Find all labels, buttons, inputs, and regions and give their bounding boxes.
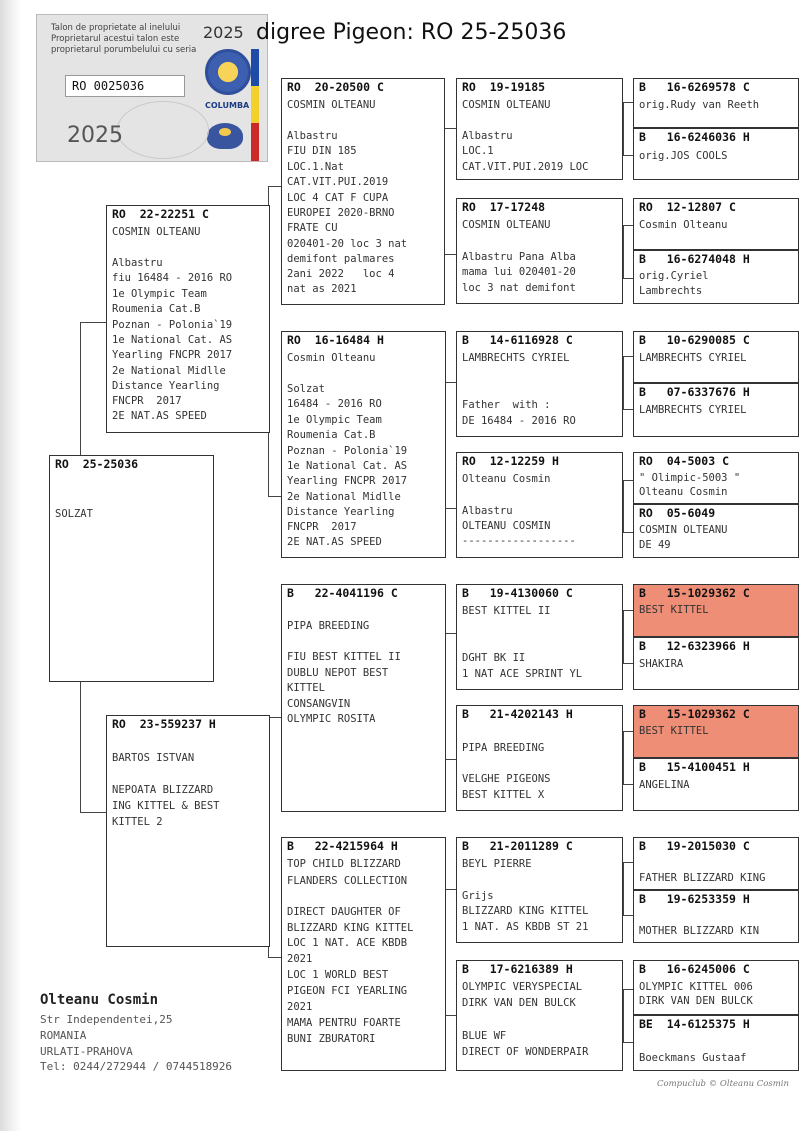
connector [623,155,633,156]
gen5-ring: RO 05-6049 [639,506,716,520]
gen5-ring: B 15-1029362 C [639,707,750,721]
ggp-line: 1 NAT. AS KBDB ST 21 [462,921,589,933]
ggp-line: VELGHE PIGEONS [462,773,551,785]
gp-line: Poznan - Polonia`19 [287,445,408,457]
ggp-ring: B 19-4130060 C [462,586,573,600]
connector [623,1042,633,1043]
gen5-card [633,452,799,504]
connector [80,322,81,457]
ggp-ring: B 14-6116928 C [462,333,573,347]
gp-line: FLANDERS COLLECTION [287,875,408,887]
gen5-line: LAMBRECHTS CYRIEL [639,404,747,416]
scan-page-edge [0,0,22,1131]
gen5-line: orig.Rudy van Reeth [639,99,760,111]
gen5-line: DE 49 [639,539,671,551]
gp-line: FIU BEST KITTEL II [287,651,401,663]
ggp-line: OLTEANU COSMIN [462,520,551,532]
gp-line: CAT.VIT.PUI.2019 [287,176,389,188]
sire-line: Distance Yearling [112,380,220,392]
gp-line: 2E NAT.AS SPEED [287,536,382,548]
gp-line: CONSANGVIN [287,698,351,710]
gen5-line: ANGELINA [639,779,690,791]
ggp-line: COSMIN OLTEANU [462,219,551,231]
great-grandparent-card-ddd [456,960,623,1071]
gen5-line: OLYMPIC KITTEL 006 [639,981,753,993]
gen5-card-highlighted [633,584,799,637]
sire-line: FNCPR 2017 [112,395,182,407]
columba-logo-icon [205,49,251,95]
connector [444,254,456,255]
gp-line: Solzat [287,383,325,395]
gp-line: LOC.1.Nat [287,161,344,173]
connector [623,610,633,611]
ggp-line: BLIZZARD KING KITTEL [462,905,589,917]
gen5-ring: B 16-6246036 H [639,130,750,144]
gp-line: OLYMPIC ROSITA [287,713,376,725]
ggp-ring: RO 12-12259 H [462,454,559,468]
gp-line: 1e National Cat. AS [287,460,408,472]
connector [623,610,624,663]
dam-card [106,715,270,947]
connector [623,532,633,533]
ggp-line: BEYL PIERRE [462,858,532,870]
gp-line: demifont palmares [287,253,395,265]
gp-line: FRATE CU [287,222,338,234]
gp-line: 2ani 2022 loc 4 [287,268,395,280]
page-title: digree Pigeon: RO 25-25036 [256,20,567,45]
gp-line: nat as 2021 [287,283,357,295]
ggp-ring: B 21-4202143 H [462,707,573,721]
gp-line: COSMIN OLTEANU [287,99,376,111]
connector [623,102,633,103]
stamp-serial: RO 0025036 [65,75,185,97]
gp-line: 16484 - 2016 RO [287,398,382,410]
gen5-line: " Olimpic-5003 " [639,472,741,484]
gen5-line: Olteanu Cosmin [639,486,728,498]
connector [623,225,633,226]
great-grandparent-card-dss [456,584,623,690]
sire-line: Yearling FNCPR 2017 [112,349,233,361]
gp-ring: RO 20-20500 C [287,80,384,94]
gen5-line: SHAKIRA [639,658,684,670]
connector [623,278,633,279]
ggp-line: Grijs [462,890,494,902]
sire-line: 1e Olympic Team [112,288,207,300]
gen5-card [633,890,799,943]
gp-ring: B 22-4041196 C [287,586,398,600]
gp-line: Distance Yearling [287,506,395,518]
connector [80,812,106,813]
sire-line: Poznan - Polonia`19 [112,319,233,331]
ggp-line: Olteanu Cosmin [462,473,551,485]
stamp-year-top: 2025 [203,23,244,42]
stamp-header: Talon de proprietate al inelului Proprietarul acestui talon este proprietarul porumbelului cu seria [51,23,197,55]
gp-line: FNCPR 2017 [287,521,357,533]
connector [268,186,281,187]
connector [623,356,624,409]
gp-line: LOC 4 CAT F CUPA [287,192,389,204]
connector [623,663,633,664]
gen5-line: BEST KITTEL [639,725,709,737]
ggp-line: BEST KITTEL X [462,789,545,801]
connector [268,957,281,958]
subject-ring: RO 25-25036 [55,457,139,471]
owner-phone: Tel: 0244/272944 / 0744518926 [40,1060,233,1073]
connector [80,322,106,323]
connector [623,731,633,732]
grandparent-card-ss [281,78,445,305]
gp-line: MAMA PENTRU FOARTE [287,1017,401,1029]
ggp-line: DGHT BK II [462,652,526,664]
gp-line: KITTEL [287,682,325,694]
gen5-line: Lambrechts [639,285,703,297]
owner-name: Olteanu Cosmin [40,992,159,1008]
connector [623,862,624,915]
connector [268,496,281,497]
ggp-line: DIRK VAN DEN BULCK [462,997,576,1009]
sire-line: 2e National Midlle [112,365,226,377]
dam-line: ING KITTEL & BEST [112,800,220,812]
ggp-ring: B 17-6216389 H [462,962,573,976]
great-grandparent-card-sss [456,78,623,180]
connector [623,409,633,410]
ggp-line: PIPA BREEDING [462,742,545,754]
gp-line: FIU DIN 185 [287,145,357,157]
sire-line: 1e National Cat. AS [112,334,233,346]
connector [623,480,633,481]
gen5-card [633,383,799,437]
federation-emblem-icon [207,123,243,149]
ownership-stamp [36,14,268,162]
ggp-line: Albastru [462,130,513,142]
ggp-line: CAT.VIT.PUI.2019 LOC [462,161,589,173]
gp-line: 020401-20 loc 3 nat [287,238,408,250]
sire-line: Roumenia Cat.B [112,303,201,315]
ggp-line: OLYMPIC VERYSPECIAL [462,981,583,993]
gen5-card [633,250,799,304]
gp-line: 2021 [287,1001,313,1013]
ggp-ring: RO 17-17248 [462,200,546,214]
sire-line: fiu 16484 - 2016 RO [112,272,233,284]
dam-ring: RO 23-559237 H [112,717,216,731]
connector [623,784,633,785]
gen5-line: FATHER BLIZZARD KING [639,872,766,884]
ggp-line: loc 3 nat demifont [462,282,576,294]
gp-line: 2021 [287,953,313,965]
gen5-ring: B 12-6323966 H [639,639,750,653]
gen5-card [633,504,799,558]
connector [623,731,624,784]
gen5-line: COSMIN OLTEANU [639,524,728,536]
great-grandparent-card-ssd [456,198,623,304]
gen5-card [633,837,799,890]
gen5-line: BEST KITTEL [639,604,709,616]
sire-line: 2E NAT.AS SPEED [112,410,207,422]
dam-line: NEPOATA BLIZZARD [112,784,214,796]
ggp-line: Father with : [462,399,551,411]
guilloche-pattern [117,101,209,159]
gen5-ring: B 07-6337676 H [639,385,750,399]
gen5-card [633,128,799,180]
gp-line: PIPA BREEDING [287,620,370,632]
gen5-ring: B 16-6274048 H [639,252,750,266]
sire-card [106,205,270,433]
gen5-line: orig.Cyriel [639,270,709,282]
gen5-card-highlighted [633,705,799,758]
gp-line: Cosmin Olteanu [287,352,376,364]
stamp-brand: COLUMBA [205,101,250,110]
ggp-line: DIRECT OF WONDERPAIR [462,1046,589,1058]
connector [623,989,624,1042]
ggp-line: mama lui 020401-20 [462,266,576,278]
gp-line: LOC 1 NAT. ACE KBDB [287,937,408,949]
gp-line: DUBLU NEPOT BEST [287,667,389,679]
gen5-line: DIRK VAN DEN BULCK [639,995,753,1007]
gen5-card [633,1015,799,1071]
ggp-line: LOC.1 [462,145,494,157]
dam-line: KITTEL 2 [112,816,163,828]
connector [623,102,624,155]
gen5-line: orig.JOS COOLS [639,150,728,162]
gp-ring: B 22-4215964 H [287,839,398,853]
ggp-line: LAMBRECHTS CYRIEL [462,352,570,364]
grandparent-card-dd [281,837,446,1071]
ggp-line: DE 16484 - 2016 RO [462,415,576,427]
gp-line: Roumenia Cat.B [287,429,376,441]
owner-country: ROMANIA [40,1029,87,1042]
connector [623,480,624,532]
gen5-ring: B 15-4100451 H [639,760,750,774]
gen5-line: Boeckmans Gustaaf [639,1052,747,1064]
ggp-line: Albastru [462,505,513,517]
gp-line: BUNI ZBURATORI [287,1033,376,1045]
gen5-card [633,758,799,811]
connector [623,989,633,990]
gen5-ring: B 15-1029362 C [639,586,750,600]
footer-credit: Compuclub © Olteanu Cosmin [657,1079,789,1089]
gen5-ring: B 16-6245006 C [639,962,750,976]
romanian-flag-icon [251,49,259,161]
grandparent-card-ds [281,584,446,812]
ggp-line: ------------------ [462,535,576,547]
gen5-card [633,331,799,383]
connector [623,356,633,357]
grandparent-card-sd [281,331,446,558]
gp-line: EUROPEI 2020-BRNO [287,207,395,219]
ggp-line: BLUE WF [462,1030,507,1042]
ggp-line: 1 NAT ACE SPRINT YL [462,668,583,680]
ggp-line: COSMIN OLTEANU [462,99,551,111]
gen5-line: Cosmin Olteanu [639,219,728,231]
connector [623,862,633,863]
great-grandparent-card-dsd [456,705,623,811]
gp-line: Albastru [287,130,338,142]
sire-line: Albastru [112,257,163,269]
gp-line: 1e Olympic Team [287,414,382,426]
connector [80,681,81,813]
gen5-card [633,960,799,1015]
gen5-card [633,78,799,128]
gen5-ring: BE 14-6125375 H [639,1017,750,1031]
dam-line: BARTOS ISTVAN [112,752,195,764]
ggp-line: BEST KITTEL II [462,605,551,617]
gp-line: LOC 1 WORLD BEST [287,969,389,981]
great-grandparent-card-sds [456,331,623,437]
subject-name: SOLZAT [55,508,93,520]
connector [623,225,624,278]
gen5-card [633,637,799,690]
stamp-year-bottom: 2025 [67,123,123,148]
ggp-ring: B 21-2011289 C [462,839,573,853]
owner-street: Str Independentei,25 [40,1013,173,1026]
ggp-ring: RO 19-19185 [462,80,546,94]
gen5-line: LAMBRECHTS CYRIEL [639,352,747,364]
gp-line: DIRECT DAUGHTER OF [287,906,401,918]
great-grandparent-card-dds [456,837,623,943]
gp-line: PIGEON FCI YEARLING [287,985,408,997]
ggp-line: Albastru Pana Alba [462,251,576,263]
gen5-card [633,198,799,250]
sire-ring: RO 22-22251 C [112,207,209,221]
owner-city: URLATI-PRAHOVA [40,1045,133,1058]
gp-line: 2e National Midlle [287,491,401,503]
connector [623,915,633,916]
gen5-ring: B 16-6269578 C [639,80,750,94]
gp-line: BLIZZARD KING KITTEL [287,922,414,934]
gen5-ring: RO 12-12807 C [639,200,736,214]
gen5-ring: B 19-2015030 C [639,839,750,853]
gp-line: Yearling FNCPR 2017 [287,475,408,487]
subject-card [49,455,214,682]
gp-line: TOP CHILD BLIZZARD [287,858,401,870]
gp-ring: RO 16-16484 H [287,333,384,347]
gen5-line: MOTHER BLIZZARD KIN [639,925,760,937]
gen5-ring: B 10-6290085 C [639,333,750,347]
gen5-ring: RO 04-5003 C [639,454,730,468]
great-grandparent-card-sdd [456,452,623,558]
sire-line: COSMIN OLTEANU [112,226,201,238]
gen5-ring: B 19-6253359 H [639,892,750,906]
connector [444,128,456,129]
